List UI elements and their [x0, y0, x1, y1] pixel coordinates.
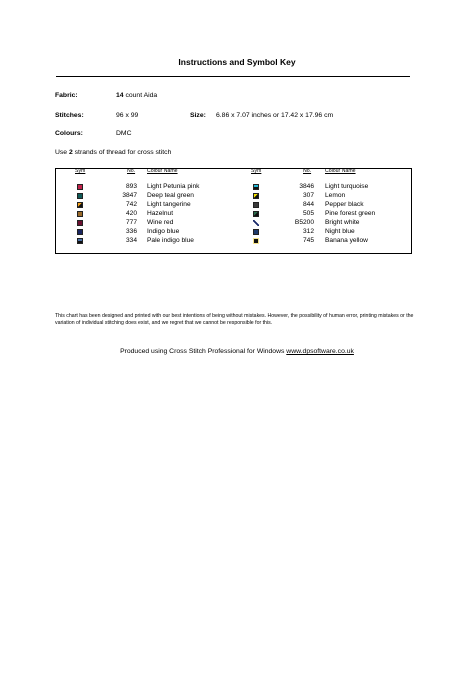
colour-name: Light Petunia pink	[147, 183, 200, 190]
colour-name: Lemon	[325, 192, 346, 199]
dmc-number: 505	[302, 210, 314, 217]
header-no-right: No.	[303, 168, 312, 174]
key-row-right	[0, 218, 474, 227]
dmc-number: 745	[302, 237, 314, 244]
dpsoftware-link[interactable]: www.dpsoftware.co.uk	[286, 348, 354, 355]
page-title: Instructions and Symbol Key	[178, 57, 296, 67]
fabric-value	[116, 92, 157, 99]
stitches-value: 96 x 99	[116, 112, 139, 119]
key-row-right	[0, 236, 474, 245]
size-value: 6.86 x 7.07 inches or 17.42 x 17.96 cm	[216, 112, 334, 119]
colour-name: Pepper black	[325, 201, 364, 208]
dmc-number: 307	[302, 192, 314, 199]
colour-name: Wine red	[147, 219, 174, 226]
key-row-right	[0, 227, 474, 236]
symbol-swatch-diagonal-icon	[253, 211, 259, 217]
dmc-number: B5200	[294, 219, 314, 226]
colour-name: Night blue	[325, 228, 355, 235]
dmc-number: 893	[125, 183, 137, 190]
colour-name: Deep teal green	[147, 192, 194, 199]
header-name-left: Colour Name	[147, 168, 178, 174]
dmc-number: 312	[302, 228, 314, 235]
fabric-rest: count Aida	[125, 92, 158, 99]
header-name-right: Colour Name	[325, 168, 356, 174]
colours-value: DMC	[116, 130, 132, 137]
dmc-number: 336	[125, 228, 137, 235]
strands-prefix: Use	[55, 149, 68, 156]
colour-name: Bright white	[325, 219, 360, 226]
symbol-swatch-triangle-icon	[253, 184, 259, 190]
key-row-right	[0, 200, 474, 209]
colour-name: Pale indigo blue	[147, 237, 194, 244]
dmc-number: 844	[302, 201, 314, 208]
header-sym-right: Sym	[251, 168, 262, 174]
colour-name: Indigo blue	[147, 228, 180, 235]
disclaimer-text: This chart has been designed and printed with our best intentions of being without mistakes. However, the possibility of human error, printing mistakes or the variation of individual stitching does exist, and we regret that we cannot be responsible for this.	[55, 313, 414, 326]
key-row-right	[0, 182, 474, 191]
fabric-count: 14	[116, 92, 124, 99]
symbol-swatch-mark-icon	[253, 220, 259, 226]
size-label: Size:	[190, 112, 206, 119]
symbol-swatch-diagonal-icon	[253, 193, 259, 199]
dmc-number: 3847	[122, 192, 137, 199]
colour-name: Banana yellow	[325, 237, 368, 244]
symbol-swatch-square-icon	[253, 202, 259, 208]
header-no-left: No.	[127, 168, 136, 174]
strands-suffix: strands of thread for cross stitch	[74, 149, 172, 156]
dmc-number: 3846	[299, 183, 314, 190]
colour-name: Light tangerine	[147, 201, 191, 208]
strands-count: 2	[68, 149, 73, 156]
colour-name: Light turquoise	[325, 183, 369, 190]
title-divider	[56, 76, 410, 77]
key-row-right	[0, 209, 474, 218]
produced-line	[0, 348, 474, 355]
dmc-number: 742	[125, 201, 137, 208]
header-sym-left: Sym	[75, 168, 86, 174]
colour-name: Hazelnut	[147, 210, 174, 217]
key-row-right	[0, 191, 474, 200]
fabric-label: Fabric:	[55, 92, 78, 99]
dmc-number: 777	[125, 219, 137, 226]
stitches-label: Stitches:	[55, 112, 84, 119]
symbol-swatch-square-icon	[253, 229, 259, 235]
colour-name: Pine forest green	[325, 210, 376, 217]
dmc-number: 420	[125, 210, 137, 217]
produced-text: Produced using Cross Stitch Professional for Windows	[120, 348, 285, 355]
symbol-swatch-z-icon	[253, 238, 259, 244]
strands-instruction	[55, 149, 171, 156]
dmc-number: 334	[125, 237, 137, 244]
colours-label: Colours:	[55, 130, 83, 137]
